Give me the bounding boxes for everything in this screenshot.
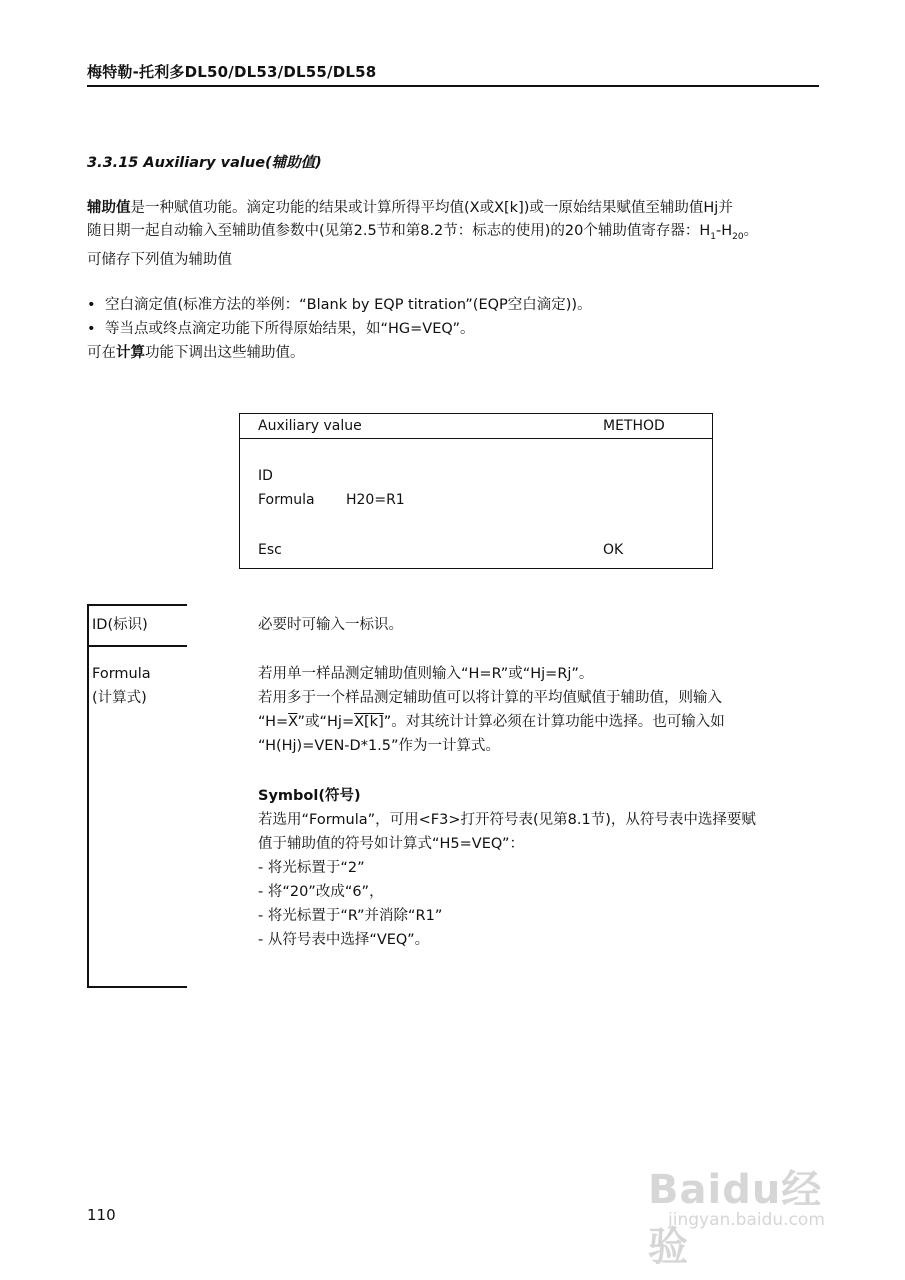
- screen-ok-button[interactable]: OK: [603, 542, 624, 558]
- mean-xk-symbol: X[k]: [354, 714, 384, 730]
- symbol-line: 若选用“Formula”，可用<F3>打开符号表(见第8.1节)，从符号表中选择要赋: [258, 812, 756, 828]
- bullet-item: [87, 318, 475, 341]
- baidu-watermark: [648, 1158, 858, 1270]
- recall-post: 功能下调出这些辅助值。: [145, 345, 305, 361]
- header-rule: [87, 85, 819, 87]
- formula-term-en: Formula: [92, 666, 151, 682]
- formula-line: 若用多于一个样品测定辅助值可以将计算的平均值赋值于辅助值，则输入: [258, 690, 722, 706]
- recall-pre: 可在: [87, 345, 116, 361]
- definition-left-rule: [87, 604, 89, 987]
- running-header: 梅特勒-托利多DL50/DL53/DL55/DL58: [87, 63, 377, 81]
- bullet-dot-icon: •: [87, 297, 96, 313]
- intro-line-3: 可储存下列值为辅助值: [87, 251, 232, 268]
- bullet-text: 空白滴定值(标准方法的举例：“Blank by EQP titration”(EQP空白滴定))。: [105, 297, 592, 313]
- formula-line: “H(Hj)=VEN-D*1.5”作为一计算式。: [258, 738, 501, 754]
- definition-rule: [87, 986, 187, 988]
- register-dash: -H: [716, 223, 733, 239]
- definition-rule: [87, 604, 187, 606]
- intro-bold-term: 辅助值: [87, 200, 131, 216]
- formula-line-3c: ”。对其统计计算必须在计算功能中选择。也可输入如: [383, 714, 725, 730]
- screen-title: Auxiliary value: [258, 418, 362, 434]
- watermark-main: Baidu经验: [648, 1167, 823, 1270]
- bullet-dot-icon: •: [87, 321, 96, 337]
- intro-line-2-text: 随日期一起自动输入至辅助值参数中(见第2.5节和第8.2节：标志的使用)的20个辅助值寄存器：H: [87, 223, 711, 239]
- symbol-line: 值于辅助值的符号如计算式“H5=VEQ”：: [258, 836, 525, 852]
- mean-x-symbol: $\overline{X}$: [288, 714, 298, 730]
- symbol-step: - 将“20”改成“6”，: [258, 884, 384, 900]
- formula-line-3a: “H=: [258, 714, 289, 730]
- formula-description: [258, 662, 828, 758]
- intro-line-1: [87, 197, 827, 220]
- intro-paragraph: [87, 197, 827, 272]
- intro-line-1-text: 是一种赋值功能。滴定功能的结果或计算所得平均值(X或X[k])或一原始结果赋值至辅助值Hj并: [130, 200, 733, 216]
- register-start-sub: 1: [710, 231, 717, 242]
- symbol-step: - 从符号表中选择“VEQ”。: [258, 932, 430, 948]
- screen-header: [240, 414, 712, 439]
- id-term: ID(标识): [92, 617, 148, 633]
- register-end-sub: 20: [732, 231, 744, 242]
- recall-line: [87, 342, 305, 365]
- screen-mode: METHOD: [603, 418, 665, 434]
- instrument-screen: [239, 413, 713, 569]
- section-title: 3.3.15 Auxiliary value(辅助值): [87, 155, 322, 171]
- intro-line-2: [87, 220, 827, 249]
- recall-bold: 计算: [116, 345, 145, 361]
- page-number: 110: [87, 1206, 116, 1224]
- formula-line: 若用单一样品测定辅助值则输入“H=R”或“Hj=Rj”。: [258, 666, 594, 682]
- symbol-step: - 将光标置于“R”并消除“R1”: [258, 908, 443, 924]
- bullet-text: 等当点或终点滴定功能下所得原始结果，如“HG=VEQ”。: [105, 321, 475, 337]
- id-description: 必要时可输入一标识。: [258, 617, 403, 633]
- watermark-sub: jingyan.baidu.com: [668, 1210, 825, 1230]
- symbol-section: [258, 784, 828, 952]
- formula-line-3b: ”或“Hj=: [297, 714, 355, 730]
- screen-esc-button[interactable]: Esc: [258, 542, 282, 558]
- intro-line-2-end: 。: [743, 223, 759, 239]
- symbol-heading: Symbol(符号): [258, 788, 361, 804]
- definition-rule: [87, 645, 187, 647]
- formula-term-cn: (计算式): [92, 690, 147, 706]
- symbol-step: - 将光标置于“2”: [258, 860, 365, 876]
- screen-id-field[interactable]: ID: [258, 468, 273, 484]
- screen-formula-label: Formula: [258, 492, 315, 508]
- formula-line: [258, 710, 828, 734]
- bullet-item: [87, 294, 592, 317]
- screen-formula-field[interactable]: H20=R1: [346, 492, 405, 508]
- formula-term: [92, 662, 151, 710]
